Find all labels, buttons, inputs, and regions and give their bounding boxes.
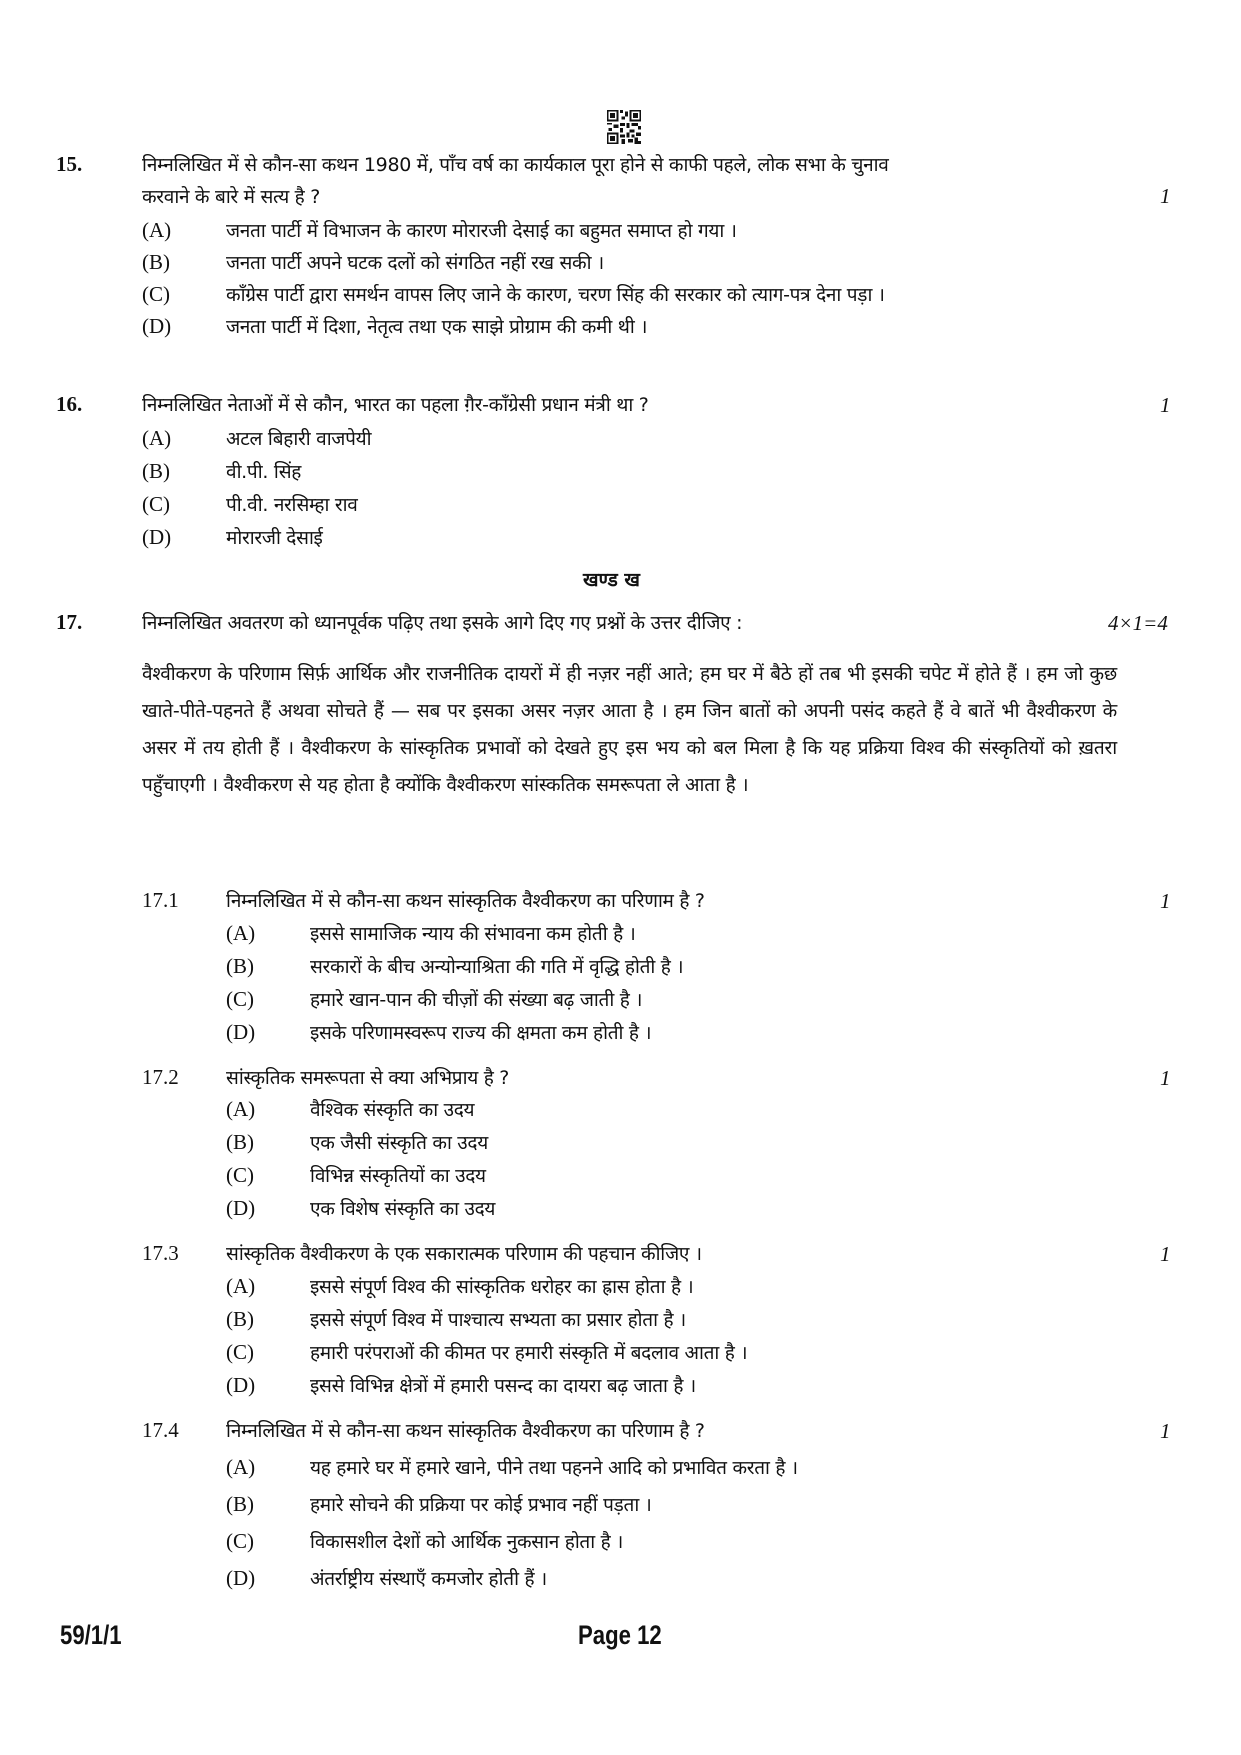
marks: 4×1=4 — [1108, 611, 1168, 635]
option-label: (D) — [226, 1020, 256, 1044]
question-number: 16. — [56, 392, 83, 416]
option-text: इससे संपूर्ण विश्व की सांस्कृतिक धरोहर का ह्रास होता है । — [310, 1276, 694, 1298]
subquestion-text: निम्नलिखित में से कौन-सा कथन सांस्कृतिक वैश्वीकरण का परिणाम है ? — [226, 890, 705, 912]
option-label: (A) — [226, 1455, 256, 1479]
marks: 1 — [1160, 393, 1171, 417]
subquestion-text: सांस्कृतिक वैश्वीकरण के एक सकारात्मक परिणाम की पहचान कीजिए । — [226, 1243, 702, 1265]
question-text-line2: करवाने के बारे में सत्य है ? — [142, 186, 320, 208]
subquestion-number: 17.4 — [142, 1418, 179, 1442]
option-label: (C) — [226, 1163, 254, 1187]
option-text: मोरारजी देसाई — [226, 527, 323, 549]
marks: 1 — [1160, 1419, 1171, 1443]
option-label: (B) — [142, 250, 170, 274]
qr-code-icon — [607, 110, 641, 144]
option-text: अटल बिहारी वाजपेयी — [226, 428, 372, 450]
subquestion-text: निम्नलिखित में से कौन-सा कथन सांस्कृतिक वैश्वीकरण का परिणाम है ? — [226, 1420, 705, 1442]
option-text: जनता पार्टी में दिशा, नेतृत्व तथा एक साझे प्रोग्राम की कमी थी । — [226, 316, 648, 338]
option-text: विभिन्न संस्कृतियों का उदय — [310, 1165, 486, 1187]
option-text: काँग्रेस पार्टी द्वारा समर्थन वापस लिए जाने के कारण, चरण सिंह की सरकार को त्याग-पत्र देना पड़ा । — [226, 284, 885, 306]
option-text: वैश्विक संस्कृति का उदय — [310, 1099, 475, 1121]
option-label: (B) — [226, 1492, 254, 1516]
option-text: वी.पी. सिंह — [226, 461, 302, 483]
option-text: इससे संपूर्ण विश्व में पाश्चात्य सभ्यता का प्रसार होता है । — [310, 1309, 686, 1331]
option-text: इसके परिणामस्वरूप राज्य की क्षमता कम होती है । — [310, 1022, 652, 1044]
marks: 1 — [1160, 889, 1171, 913]
option-text: इससे सामाजिक न्याय की संभावना कम होती है । — [310, 923, 636, 945]
subquestion-number: 17.3 — [142, 1241, 179, 1265]
option-text: इससे विभिन्न क्षेत्रों में हमारी पसन्द का दायरा बढ़ जाता है । — [310, 1375, 696, 1397]
option-label: (D) — [142, 314, 172, 338]
option-label: (C) — [226, 1340, 254, 1364]
option-text: हमारे खान-पान की चीज़ों की संख्या बढ़ जाती है । — [310, 989, 643, 1011]
marks: 1 — [1160, 1242, 1171, 1266]
option-label: (B) — [142, 459, 170, 483]
option-text: जनता पार्टी अपने घटक दलों को संगठित नहीं रख सकी । — [226, 252, 604, 274]
question-text: निम्नलिखित अवतरण को ध्यानपूर्वक पढ़िए तथा इसके आगे दिए गए प्रश्नों के उत्तर दीजिए : — [142, 612, 743, 634]
option-label: (D) — [226, 1373, 256, 1397]
question-text: निम्नलिखित नेताओं में से कौन, भारत का पहला ग़ैर-काँग्रेसी प्रधान मंत्री था ? — [142, 394, 649, 416]
option-text: यह हमारे घर में हमारे खाने, पीने तथा पहनने आदि को प्रभावित करता है । — [310, 1457, 798, 1479]
option-text: सरकारों के बीच अन्योन्याश्रिता की गति में वृद्धि होती है । — [310, 956, 684, 978]
page-number: Page 12 — [578, 1620, 662, 1650]
option-label: (A) — [226, 1097, 256, 1121]
question-number: 17. — [56, 610, 83, 634]
option-label: (D) — [142, 525, 172, 549]
subquestion-text: सांस्कृतिक समरूपता से क्या अभिप्राय है ? — [226, 1067, 510, 1089]
option-text: हमारी परंपराओं की कीमत पर हमारी संस्कृति में बदलाव आता है । — [310, 1342, 748, 1364]
option-text: पी.वी. नरसिम्हा राव — [226, 494, 358, 516]
marks: 1 — [1160, 1066, 1171, 1090]
option-label: (B) — [226, 1307, 254, 1331]
paper-code: 59/1/1 — [60, 1620, 122, 1650]
option-label: (A) — [142, 426, 172, 450]
option-label: (C) — [142, 492, 170, 516]
option-label: (A) — [226, 1274, 256, 1298]
section-title: खण्ड ख — [583, 569, 640, 591]
option-label: (A) — [226, 921, 256, 945]
option-label: (C) — [226, 987, 254, 1011]
option-text: एक जैसी संस्कृति का उदय — [310, 1132, 488, 1154]
option-text: अंतर्राष्ट्रीय संस्थाएँ कमजोर होती हैं । — [310, 1568, 547, 1590]
marks: 1 — [1160, 184, 1171, 208]
option-label: (C) — [226, 1529, 254, 1553]
passage: वैश्वीकरण के परिणाम सिर्फ़ आर्थिक और राजनीतिक दायरों में ही नज़र नहीं आते; हम घर में बैठे हों तब भी इसकी चपेट में होते हैं । हम जो कुछ खाते-पीते-पहनते हैं अथवा सोचते हैं — सब पर इसका असर नज़र आता है । हम जिन बातों को अपनी पसंद कहते हैं वे बातें भी वैश्वीकरण के असर में तय होती हैं । वैश्वीकरण के सांस्कृतिक प्रभावों को देखते हुए इस भय को बल मिला है कि यह प्रक्रिया विश्व की संस्कृतियों को ख़तरा पहुँचाएगी । वैश्वीकरण से यह होता है क्योंकि वैश्वीकरण सांस्कतिक समरूपता ले आता है । — [142, 663, 1117, 796]
subquestion-number: 17.1 — [142, 888, 179, 912]
option-text: जनता पार्टी में विभाजन के कारण मोरारजी देसाई का बहुमत समाप्त हो गया । — [226, 220, 737, 242]
option-label: (D) — [226, 1566, 256, 1590]
option-text: हमारे सोचने की प्रक्रिया पर कोई प्रभाव नहीं पड़ता । — [310, 1494, 652, 1516]
option-label: (A) — [142, 218, 172, 242]
option-label: (B) — [226, 954, 254, 978]
option-text: विकासशील देशों को आर्थिक नुकसान होता है । — [310, 1531, 624, 1553]
option-text: एक विशेष संस्कृति का उदय — [310, 1198, 496, 1220]
option-label: (D) — [226, 1196, 256, 1220]
option-label: (C) — [142, 282, 170, 306]
subquestion-number: 17.2 — [142, 1065, 179, 1089]
question-text-line1: निम्नलिखित में से कौन-सा कथन 1980 में, पाँच वर्ष का कार्यकाल पूरा होने से काफी पहले, लोक सभा के चुनाव — [142, 154, 889, 176]
option-label: (B) — [226, 1130, 254, 1154]
question-number: 15. — [56, 152, 83, 176]
